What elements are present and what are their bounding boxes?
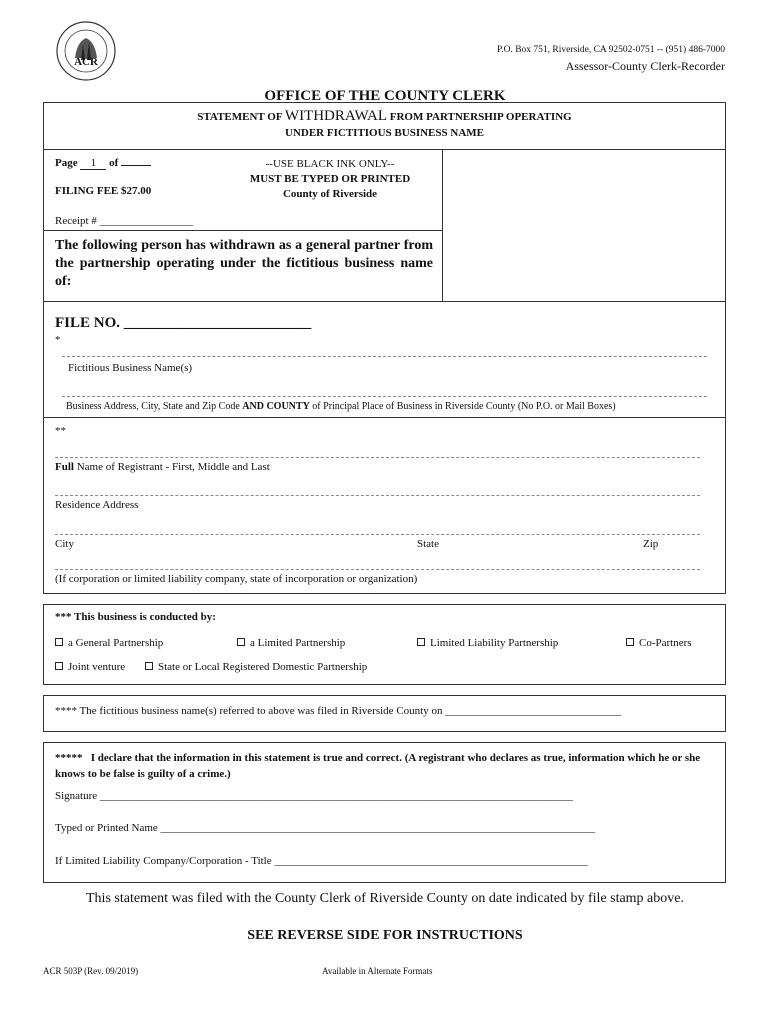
filing-fee: FILING FEE $27.00 (55, 185, 152, 197)
filed-statement: This statement was filed with the County Clerk of Riverside County on date indicated by file stamp above. (86, 891, 684, 906)
option-llp[interactable]: Limited Liability Partnership (417, 637, 558, 649)
checkbox[interactable] (55, 638, 63, 646)
fictitious-name-label: Fictitious Business Name(s) (68, 362, 193, 374)
title-field[interactable]: If Limited Liability Company/Corporation - Title _________________________________________________________ (55, 855, 588, 867)
checkbox[interactable] (55, 662, 63, 670)
printed-name-field[interactable]: Typed or Printed Name _______________________________________________________________________________ (55, 822, 596, 834)
ink-line-3: County of Riverside (282, 188, 378, 200)
page-indicator: Page 1 of (55, 157, 151, 170)
signature-field[interactable]: Signature ______________________________________________________________________________________ (55, 790, 573, 802)
option-co-partners[interactable]: Co-Partners (626, 637, 692, 649)
incorporation-line[interactable] (55, 569, 700, 570)
ink-line-1: --USE BLACK INK ONLY-- (265, 158, 395, 170)
reverse-side-notice: SEE REVERSE SIDE FOR INSTRUCTIONS (247, 928, 523, 943)
state-label: State (417, 538, 439, 550)
option-general-partnership[interactable]: a General Partnership (55, 637, 163, 649)
asterisk-note-1: * (55, 334, 61, 346)
city-state-zip-line[interactable] (55, 534, 700, 535)
statement-subtitle: UNDER FICTITIOUS BUSINESS NAME (285, 127, 484, 139)
office-name: Assessor-County Clerk-Recorder (565, 59, 725, 73)
ink-line-2: MUST BE TYPED OR PRINTED (249, 173, 411, 185)
option-limited-partnership[interactable]: a Limited Partnership (237, 637, 345, 649)
zip-label: Zip (643, 538, 659, 550)
full-name-line[interactable] (55, 457, 700, 458)
withdrawn-statement: The following person has withdrawn as a general partner from the partnership operating under the fictitious business name of: (55, 238, 433, 289)
filed-date-field[interactable]: **** The fictitious business name(s) referred to above was filed in Riverside County on ________________________________ (55, 705, 622, 717)
divider (43, 230, 443, 231)
checkbox[interactable] (237, 638, 245, 646)
file-stamp-box (442, 149, 726, 302)
file-number-field: FILE NO. _________________________ (55, 315, 312, 331)
business-address-label: Business Address, City, State and Zip Code AND COUNTY of Principal Place of Business in Riverside County (No P.O. or Mail Boxes) (66, 401, 616, 412)
option-joint-venture[interactable]: Joint venture (55, 661, 125, 673)
asterisk-note-2: ** (55, 425, 66, 437)
county-seal-logo (55, 20, 117, 82)
business-address-line[interactable] (62, 396, 707, 397)
checkbox[interactable] (417, 638, 425, 646)
checkbox[interactable] (626, 638, 634, 646)
fictitious-name-line[interactable] (62, 356, 707, 357)
svg-text:ACR: ACR (74, 56, 98, 68)
form-number: ACR 503P (Rev. 09/2019) (43, 966, 139, 976)
checkbox[interactable] (145, 662, 153, 670)
business-type-title: *** This business is conducted by: (55, 611, 216, 623)
residence-line[interactable] (55, 495, 700, 496)
full-name-label: Full Name of Registrant - First, Middle and Last (55, 461, 270, 473)
residence-label: Residence Address (55, 499, 139, 511)
incorporation-label: (If corporation or limited liability company, state of incorporation or organization) (55, 573, 418, 585)
option-domestic-partnership[interactable]: State or Local Registered Domestic Partnership (145, 661, 367, 673)
alternate-formats: Available in Alternate Formats (322, 966, 433, 976)
page-title: OFFICE OF THE COUNTY CLERK (264, 88, 506, 104)
ink-notice (230, 157, 430, 202)
statement-title: STATEMENT OF WITHDRAWAL FROM PARTNERSHIP OPERATING (197, 108, 572, 124)
city-label: City (55, 538, 74, 550)
declaration-text: ***** I declare that the information in this statement is true and correct. (A registrant who declares as true, information which he or she knows to be false is guilty of a crime.) (55, 752, 701, 780)
office-address: P.O. Box 751, Riverside, CA 92502-0751 -- (951) 486-7000 (497, 45, 725, 55)
receipt-field: Receipt # _________________ (55, 215, 194, 227)
registrant-box (43, 417, 726, 594)
